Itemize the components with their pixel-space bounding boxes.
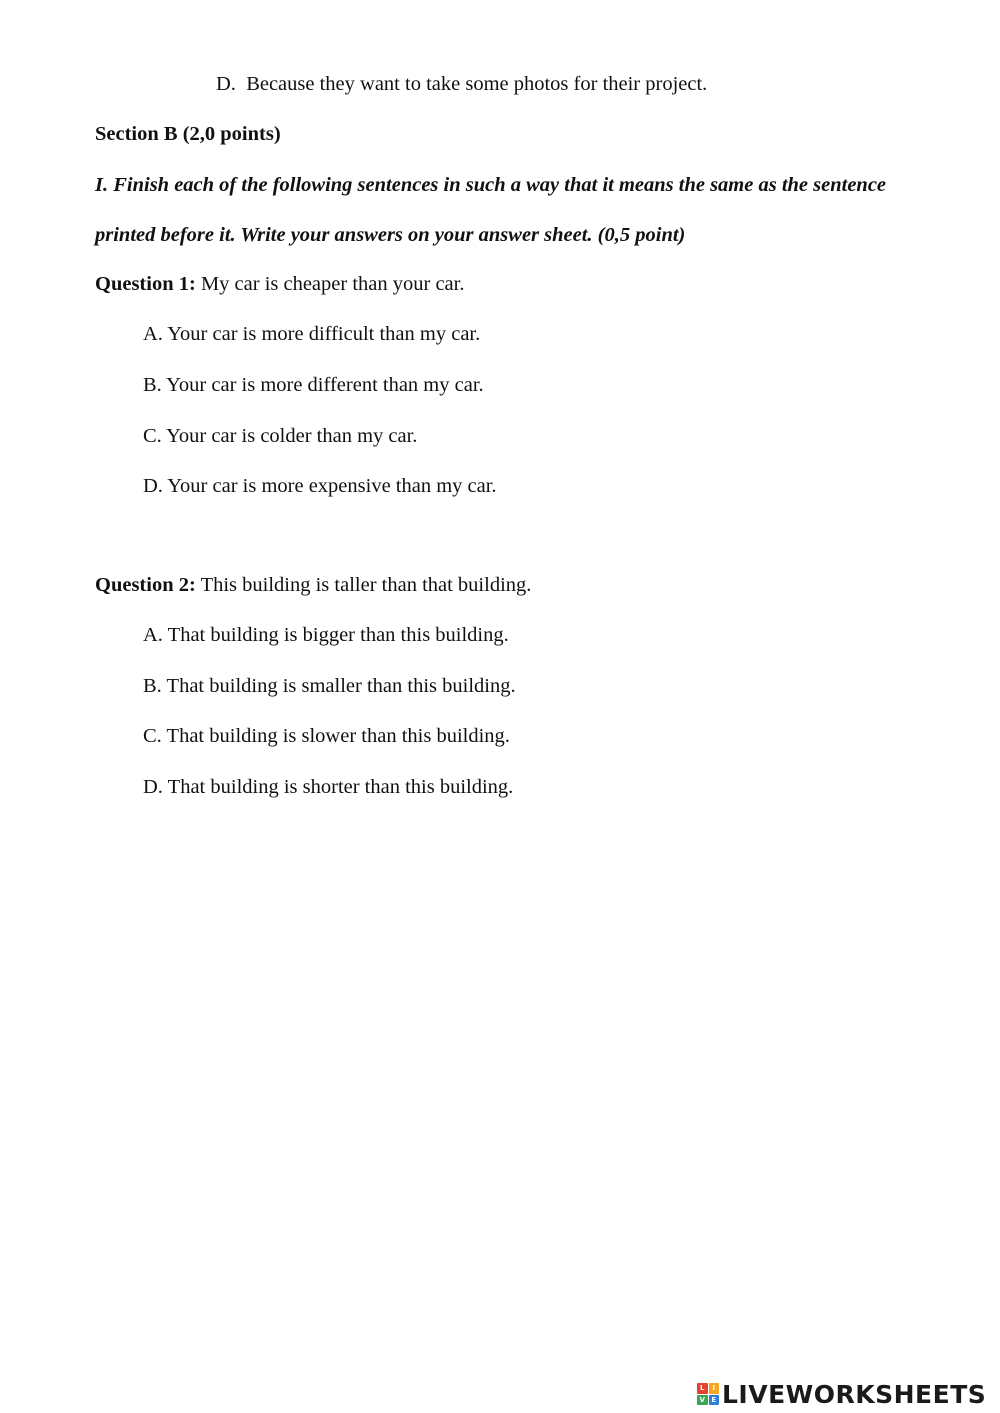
question-1-option-a: A. Your car is more difficult than my car. [143,323,481,345]
question-2-option-a: A. That building is bigger than this building. [143,624,509,646]
logo-text: LIVEWORKSHEETS [722,1379,987,1409]
logo-mark-icon [697,1383,719,1405]
question-1-option-d: D. Your car is more expensive than my car. [143,475,497,497]
question-1-option-b: B. Your car is more different than my car. [143,374,484,396]
logo-mark-cell: V [697,1395,708,1406]
question-2-option-c: C. That building is slower than this building. [143,725,510,747]
question-2 [95,572,531,598]
instruction-line-2: printed before it. Write your answers on your answer sheet. (0,5 point) [95,224,686,246]
question-1 [95,271,464,297]
option-letter: D. [216,73,236,95]
instruction-line-1: I. Finish each of the following sentences in such a way that it means the same as the sentence [95,174,887,196]
question-label: Question 1: [95,273,196,295]
previous-option-d [216,71,707,97]
logo-mark-cell: E [709,1395,720,1406]
option-text: Because they want to take some photos for their project. [246,73,708,95]
question-text: My car is cheaper than your car. [200,273,465,295]
question-2-option-d: D. That building is shorter than this building. [143,776,514,798]
question-1-option-c: C. Your car is colder than my car. [143,425,418,447]
question-label: Question 2: [95,574,196,596]
liveworksheets-logo [697,1380,986,1408]
question-text: This building is taller than that building. [200,574,532,596]
logo-mark-cell: I [709,1383,720,1394]
section-title: Section B (2,0 points) [95,123,281,145]
logo-mark-cell: L [697,1383,708,1394]
question-2-option-b: B. That building is smaller than this building. [143,675,516,697]
